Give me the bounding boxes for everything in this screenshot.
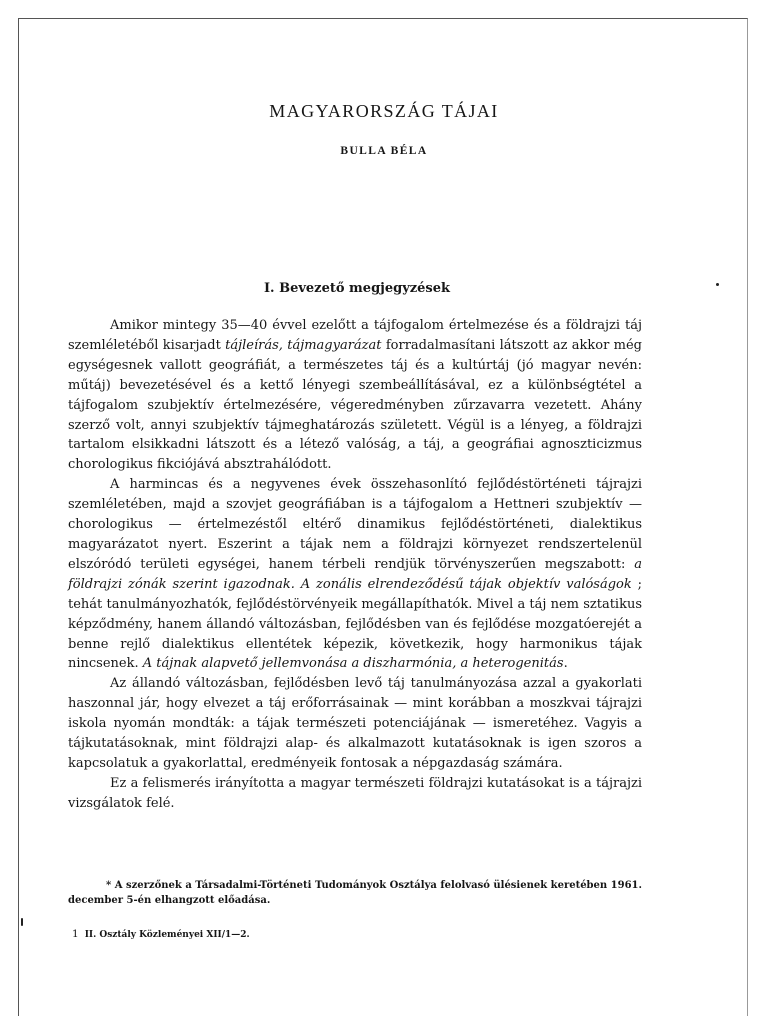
sheet-number: 1: [72, 928, 79, 940]
author-name: BULLA BÉLA: [340, 145, 428, 157]
scan-speck: [21, 918, 23, 926]
text-run: ; tehát tanulmányozhatók, fejlődéstörvényeik megállapíthatók. Mivel a táj nem sztatikus képződmény, hanem állandó változásban, fejlődésben van és fejlődése mozgatóerejét a benne rejlő dialektikus ellentétek képezik, következik, hogy harmonikus tájak nincsenek.: [68, 576, 642, 672]
italic-run: tájleírás, tájmagyarázat: [225, 337, 382, 353]
running-footer: [72, 928, 250, 940]
italic-run: A tájnak alapvető jellemvonása a diszharmónia, a heterogenitás: [142, 656, 564, 672]
section-heading: I. Bevezető megjegyzések: [263, 281, 451, 296]
footnote: [68, 878, 642, 908]
paragraph: [68, 316, 642, 475]
text-run: .: [563, 656, 568, 672]
paragraph: [68, 774, 642, 814]
text-run: Az állandó változásban, fejlődésben levő táj tanulmányozása azzal a gyakorlati haszonnal jár, hogy elvezet a táj erőforrásainak — mint korábban a moszkvai tájrajzi iskola nyomán mondták: a tájak természeti potenciájának — ismeretéhez. Vagyis a tájkutatásoknak, mint földrajzi alap- és alkalmazott kutatásoknak is igen szoros a kapcsolatuk a gyakorlattal, eredményeik fontosak a népgazdaság számára.: [68, 676, 642, 771]
journal-reference: II. Osztály Közleményei XII/1—2.: [84, 930, 250, 940]
text-run: A harmincas és a negyvenes évek összehasonlító fejlődéstörténeti tájrajzi szemléletében, majd a szovjet geográfiában is a tájfogalom a Hettneri szubjektív — chorologikus — értelmezéstől eltérő dinamikus fejlődéstörténeti, dialektikus magyarázatot nyert. Eszerint a tájak nem a földrajzi környezet rendszertelenül elszóródó területi egységei, hanem térbeli rendjük törvényszerűen megszabott:: [68, 477, 642, 572]
footnote-text: * A szerzőnek a Társadalmi-Történeti Tudományok Osztálya felolvasó ülésienek keretében 1961. december 5-én elhangzott előadása.: [68, 880, 642, 906]
text-run: Amikor mintegy 35—40 évvel ezelőtt a tájfogalom értelmezése és a földrajzi táj szemléletéből kisarjadt: [68, 318, 642, 353]
text-run: Ez a felismerés irányította a magyar természeti földrajzi kutatásokat is a tájrajzi vizsgálatok felé.: [68, 775, 642, 811]
paragraph: [68, 674, 642, 774]
paragraph: [68, 475, 642, 674]
article-title: MAGYARORSZÁG TÁJAI: [269, 101, 499, 121]
italic-run: a földrajzi zónák szerint igazodnak. A zonális elrendeződésű tájak objektív valóságok: [68, 556, 642, 592]
scan-speck: [716, 283, 719, 286]
text-run: forradalmasítani látszott az akkor még egységesnek vallott geográfiát, a természetes táj és a kultúrtáj (jó magyar nevén: műtáj) bevezetésével és a kettő lényegi szembeállításával, ez a különbségtétel a tájfogalom szubjektív értelmezésére, végeredményben zűrzavarra vezetett. Ahány szerző volt, annyi szubjektív tájmeghatározás született. Végül is a lényeg, a földrajzi tartalom elsikkadni látszott és a létező valóság, a táj, a geográfiai agnoszticizmus chorologikus fikciójává absztrahálódott.: [68, 337, 642, 473]
body-text: [68, 316, 642, 814]
